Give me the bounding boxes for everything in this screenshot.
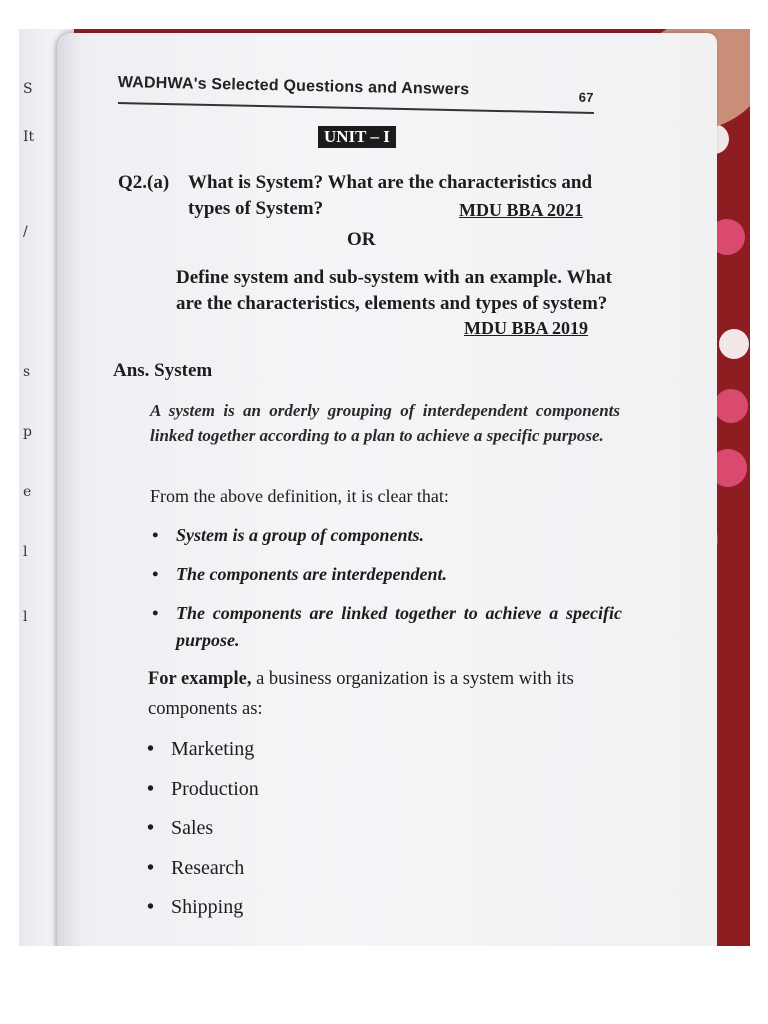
list-item: • The components are interdependent. <box>152 561 622 588</box>
components-list <box>147 738 259 936</box>
left-mark: l <box>23 609 28 625</box>
list-item: • The components are linked together to achieve a specific purpose. <box>152 600 622 654</box>
question-label: Q2.(a) <box>118 172 170 193</box>
list-item: • Marketing <box>147 738 259 778</box>
definition-points <box>152 522 622 666</box>
fabric-dot <box>719 329 749 359</box>
question-citation: MDU BBA 2021 <box>459 200 584 220</box>
left-mark: S <box>23 81 33 97</box>
header-title: WADHWA's Selected Questions and Answers <box>117 74 470 99</box>
or-separator: OR <box>347 229 376 250</box>
alt-question-citation: MDU BBA 2019 <box>464 318 589 338</box>
left-mark: It <box>23 129 35 145</box>
system-definition: A system is an orderly grouping of interdependent components linked together according to a plan to achieve a specific purpose. <box>150 401 620 445</box>
left-mark: s <box>23 364 31 380</box>
list-item: • Shipping <box>147 896 259 936</box>
example-lead: For example, <box>148 669 252 689</box>
list-item: • Sales <box>147 817 259 857</box>
list-item: • System is a group of components. <box>152 522 622 549</box>
fabric-dot <box>714 389 748 423</box>
left-mark: e <box>23 484 32 500</box>
list-item: • Production <box>147 778 259 818</box>
alt-question-text: Define system and sub-system with an example. What are the characteristics, elements and types of system? <box>176 267 612 314</box>
example-paragraph <box>148 664 638 724</box>
question-text: What is System? What are the characteristics and types of System? <box>188 172 593 219</box>
example-text: a business organization is a system with its components as: <box>148 669 574 719</box>
page-number: 67 <box>578 89 594 105</box>
unit-label: UNIT – I <box>318 126 396 148</box>
answer-heading: Ans. System <box>113 360 213 381</box>
list-item: • Research <box>147 857 259 897</box>
definition-intro: From the above definition, it is clear that: <box>150 486 449 506</box>
left-mark: / <box>23 224 28 240</box>
left-mark: l <box>23 544 28 560</box>
left-mark: p <box>23 424 32 440</box>
